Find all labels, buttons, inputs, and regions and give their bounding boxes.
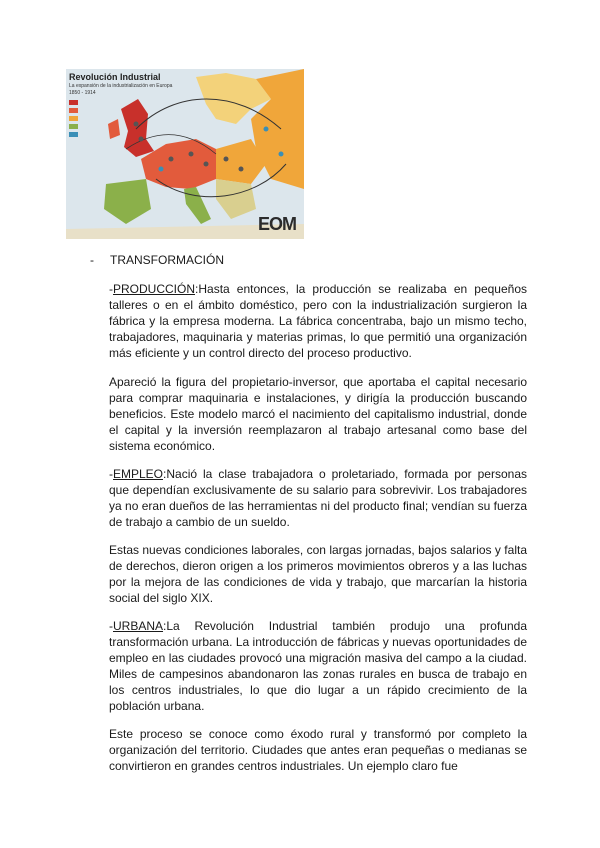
- paragraph-rural-exodus: Este proceso se conoce como éxodo rural y transformó por completo la organización del territorio. Ciudades que antes eran pequeñas o medianas se convirtieron en grandes centros industriales. Un ejemplo claro fue: [109, 727, 527, 773]
- section-heading: [90, 253, 224, 267]
- label-employment: EMPLEO: [113, 467, 164, 481]
- legend-swatch: [69, 100, 78, 105]
- map-title: Revolución Industrial: [69, 72, 161, 82]
- industrial-revolution-map: [66, 69, 304, 239]
- map-legend: [69, 100, 78, 140]
- heading-text: TRANSFORMACIÓN: [110, 253, 224, 267]
- map-logo: EOM: [257, 214, 296, 234]
- map-subtitle: La expansión de la industrialización en Europa: [69, 83, 173, 89]
- label-urban: URBANA: [113, 619, 164, 633]
- map-date: 1850 - 1914: [69, 90, 96, 96]
- heading-dash: -: [90, 253, 94, 267]
- paragraph-employment: [109, 466, 527, 530]
- legend-swatch: [69, 132, 78, 137]
- legend-swatch: [69, 116, 78, 121]
- paragraph-text: :La Revolución Industrial también produjo una profunda transformación urbana. La introducción de fábricas y nuevas oportunidades de empleo en las ciudades provocó una migración masiva del campo a la ciudad. Miles de campesinos abandonaron las zonas rurales en busca de trabajo en los centros industriales, lo que dio lugar a un rápido crecimiento de la población urbana.: [109, 619, 527, 713]
- paragraph-text: :Hasta entonces, la producción se realizaba en pequeños talleres o en el ámbito doméstico, pero con la industrialización surgieron la fábrica y la empresa moderna. La fábrica concentraba, bajo un mismo techo, trabajadores, maquinaria y materias primas, lo que permitió una organización más eficiente y un control directo del proceso productivo.: [109, 282, 527, 360]
- paragraph-text: :Nació la clase trabajadora o proletariado, formada por personas que dependían exclusivamente de su salario para sobrevivir. Los trabajadores ya no eran dueños de las herramientas ni del producto final; vendían su fuerza de trabajo a cambio de un sueldo.: [109, 467, 527, 529]
- paragraph-conditions: Estas nuevas condiciones laborales, con largas jornadas, bajos salarios y falta de derechos, dieron origen a los primeros movimientos obreros y a las luchas por la mejora de las condiciones de vida y trabajo, que marcarían la historia social del siglo XIX.: [109, 543, 527, 605]
- prefix-dash: -: [109, 467, 113, 481]
- label-production: PRODUCCIÓN: [113, 282, 196, 296]
- legend-swatch: [69, 108, 78, 113]
- legend-swatch: [69, 124, 78, 129]
- paragraph-urban: [109, 618, 527, 714]
- prefix-dash: -: [109, 282, 113, 296]
- paragraph-owner: Apareció la figura del propietario-inversor, que aportaba el capital necesario para comprar maquinaria e instalaciones, y dirigía la producción buscando beneficios. Este modelo marcó el nacimiento del capitalismo industrial, donde el capital y la inversión reemplazaron al trabajo artesanal como base del sistema económico.: [109, 375, 527, 453]
- prefix-dash: -: [109, 619, 113, 633]
- paragraph-production: [109, 281, 527, 361]
